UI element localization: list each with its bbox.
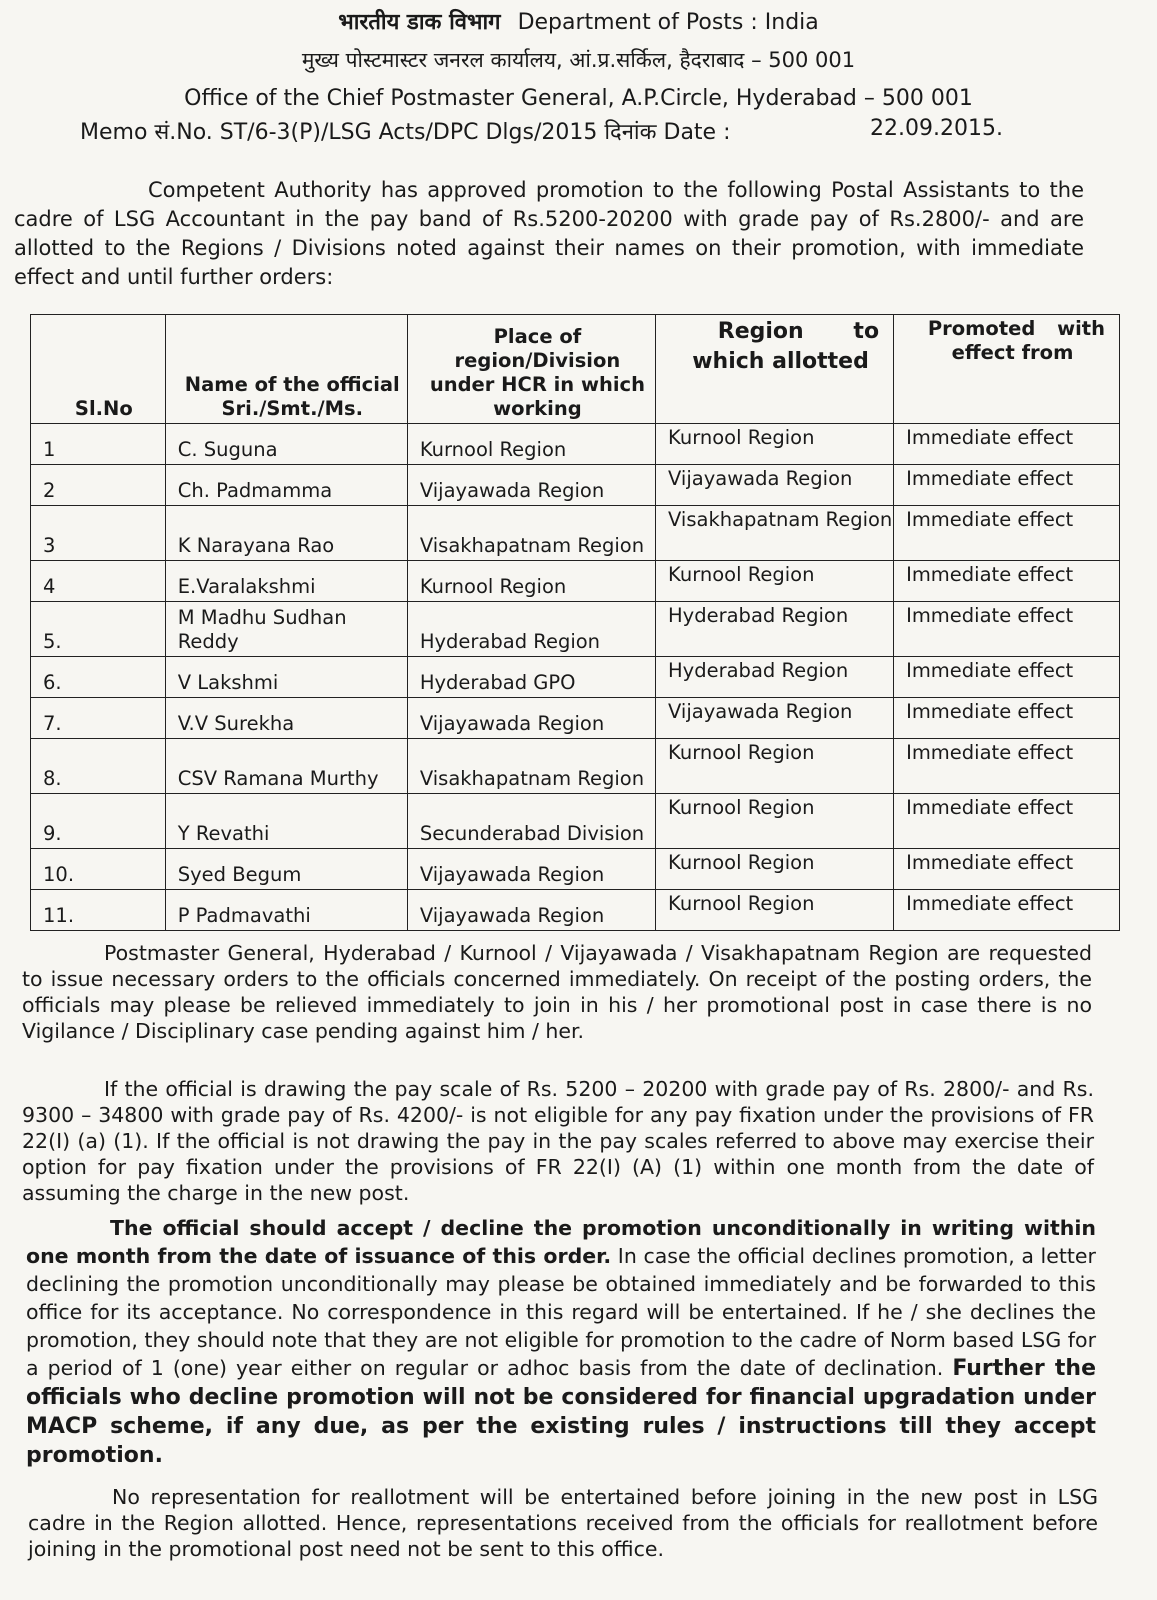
cell-effect: Immediate effect (894, 890, 1120, 931)
cell-sl: 7. (31, 698, 166, 739)
english-department: Department of Posts : India (517, 10, 819, 35)
cell-place: Visakhapatnam Region (407, 739, 655, 794)
cell-place: Vijayawada Region (407, 698, 655, 739)
acceptance-bold-lead: The official should accept / decline the promotion unconditionally in writing within one month from the date of issuance of this order. (26, 1216, 1096, 1268)
english-office-line: Office of the Chief Postmaster General, A.P.Circle, Hyderabad – 500 001 (184, 86, 973, 111)
cell-place: Kurnool Region (407, 424, 655, 465)
table-row (31, 698, 1120, 739)
cell-name: P Padmavathi (165, 890, 407, 931)
table-row (31, 424, 1120, 465)
memo-reference (80, 116, 1003, 146)
table-row (31, 890, 1120, 931)
cell-name: C. Suguna (165, 424, 407, 465)
cell-place: Secunderabad Division (407, 794, 655, 849)
cell-region: Hyderabad Region (656, 657, 894, 698)
memo-date: 22.09.2015. (870, 116, 1003, 141)
cell-effect: Immediate effect (894, 506, 1120, 561)
intro-paragraph: Competent Authority has approved promotion to the following Postal Assistants to the cadre of LSG Accountant in the pay band of Rs.5200-20200 with grade pay of Rs.2800/- and are allotted to the Regions / Divisions noted against their names on their promotion, with immediate effect and until further orders: (14, 178, 1084, 289)
cell-sl: 9. (31, 794, 166, 849)
cell-place: Vijayawada Region (407, 849, 655, 890)
table-row (31, 657, 1120, 698)
department-header (0, 6, 1157, 36)
cell-sl: 2 (31, 465, 166, 506)
table-row (31, 465, 1120, 506)
cell-region: Kurnool Region (656, 561, 894, 602)
header-effect (894, 315, 1120, 424)
acceptance-body: In case the official declines promotion, a letter declining the promotion unconditionally may please be obtained immediately and be forwarded to this office for its acceptance. No correspondence in this regard will be entertained. If he / she declines the promotion, they should note that they are not eligible for promotion to the cadre of Norm based LSG for a period of 1 (one) year either on regular or adhoc basis from the date of declination. (26, 1244, 1096, 1380)
cell-place: Hyderabad Region (407, 602, 655, 657)
header-effect-from: effect from (951, 341, 1074, 364)
cell-name: V.V Surekha (165, 698, 407, 739)
header-region-word: Region (717, 319, 804, 344)
cell-place: Hyderabad GPO (407, 657, 655, 698)
table-row (31, 506, 1120, 561)
memo-number: Memo सं.No. ST/6-3(P)/LSG Acts/DPC Dlgs/2015 दिनांक Date : (80, 120, 731, 145)
cell-sl: 1 (31, 424, 166, 465)
cell-name: K Narayana Rao (165, 506, 407, 561)
cell-effect: Immediate effect (894, 465, 1120, 506)
cell-effect: Immediate effect (894, 739, 1120, 794)
cell-place: Visakhapatnam Region (407, 506, 655, 561)
cell-region: Kurnool Region (656, 424, 894, 465)
cell-region: Hyderabad Region (656, 602, 894, 657)
cell-sl: 6. (31, 657, 166, 698)
header-region (656, 315, 894, 424)
cell-effect: Immediate effect (894, 602, 1120, 657)
cell-name: Y Revathi (165, 794, 407, 849)
header-sl-no: Sl.No (31, 315, 166, 424)
cell-name: V Lakshmi (165, 657, 407, 698)
cell-place: Kurnool Region (407, 561, 655, 602)
table-row (31, 561, 1120, 602)
table-row (31, 849, 1120, 890)
acceptance-bold-macp: Further the officials who decline promotion will not be considered for financial upgradation under MACP scheme, if any due, as per the existing rules / instructions till they accept promotion. (26, 1356, 1096, 1468)
cell-name: Ch. Padmamma (165, 465, 407, 506)
cell-name: Syed Begum (165, 849, 407, 890)
table-row (31, 794, 1120, 849)
cell-sl: 3 (31, 506, 166, 561)
hindi-department: भारतीय डाक विभाग (338, 10, 501, 35)
cell-effect: Immediate effect (894, 424, 1120, 465)
table-row (31, 602, 1120, 657)
table-row (31, 739, 1120, 794)
cell-name: CSV Ramana Murthy (165, 739, 407, 794)
pay-fixation-paragraph: If the official is drawing the pay scale of Rs. 5200 – 20200 with grade pay of Rs. 2800/- and Rs. 9300 – 34800 with grade pay of Rs. 4200/- is not eligible for any pay fixation under the provisions of FR 22(I) (a) (1). If the official is not drawing the pay in the pay scales referred to above may exercise their option for pay fixation under the provisions of FR 22(I) (A) (1) within one month from the date of assuming the charge in the new post. (22, 1077, 1094, 1205)
cell-region: Vijayawada Region (656, 698, 894, 739)
cell-region: Kurnool Region (656, 849, 894, 890)
relief-instructions-paragraph: Postmaster General, Hyderabad / Kurnool / Vijayawada / Visakhapatnam Region are requested to issue necessary orders to the officials concerned immediately. On receipt of the posting orders, the officials may please be relieved immediately to join in his / her promotional post in case there is no Vigilance / Disciplinary case pending against him / her. (22, 941, 1092, 1043)
cell-sl: 4 (31, 561, 166, 602)
header-place: Place of region/Division under HCR in which working (407, 315, 655, 424)
header-name: Name of the official Sri./Smt./Ms. (165, 315, 407, 424)
cell-sl: 11. (31, 890, 166, 931)
cell-name: M Madhu Sudhan Reddy (165, 602, 407, 657)
cell-region: Kurnool Region (656, 794, 894, 849)
promotion-table (30, 314, 1120, 931)
cell-effect: Immediate effect (894, 849, 1120, 890)
cell-region: Vijayawada Region (656, 465, 894, 506)
cell-region: Visakhapatnam Region (656, 506, 894, 561)
header-effect-promoted: Promoted (927, 317, 1036, 340)
cell-sl: 10. (31, 849, 166, 890)
header-region-allotted: which allotted (692, 349, 869, 374)
header-region-to: to (853, 319, 880, 344)
cell-region: Kurnool Region (656, 890, 894, 931)
acceptance-paragraph (26, 1214, 1096, 1470)
hindi-office-line: मुख्य पोस्टमास्टर जनरल कार्यालय, आं.प्र.सर्किल, हैदराबाद – 500 001 (301, 48, 856, 72)
cell-region: Kurnool Region (656, 739, 894, 794)
table-header-row (31, 315, 1120, 424)
cell-effect: Immediate effect (894, 794, 1120, 849)
reallotment-paragraph: No representation for reallotment will be entertained before joining in the new post in LSG cadre in the Region allotted. Hence, representations received from the officials for reallotment before joining in the promotional post need not be sent to this office. (28, 1485, 1098, 1561)
cell-sl: 8. (31, 739, 166, 794)
cell-sl: 5. (31, 602, 166, 657)
cell-place: Vijayawada Region (407, 465, 655, 506)
cell-effect: Immediate effect (894, 657, 1120, 698)
cell-name: E.Varalakshmi (165, 561, 407, 602)
cell-effect: Immediate effect (894, 561, 1120, 602)
cell-place: Vijayawada Region (407, 890, 655, 931)
header-effect-with: with (1057, 317, 1105, 340)
cell-effect: Immediate effect (894, 698, 1120, 739)
